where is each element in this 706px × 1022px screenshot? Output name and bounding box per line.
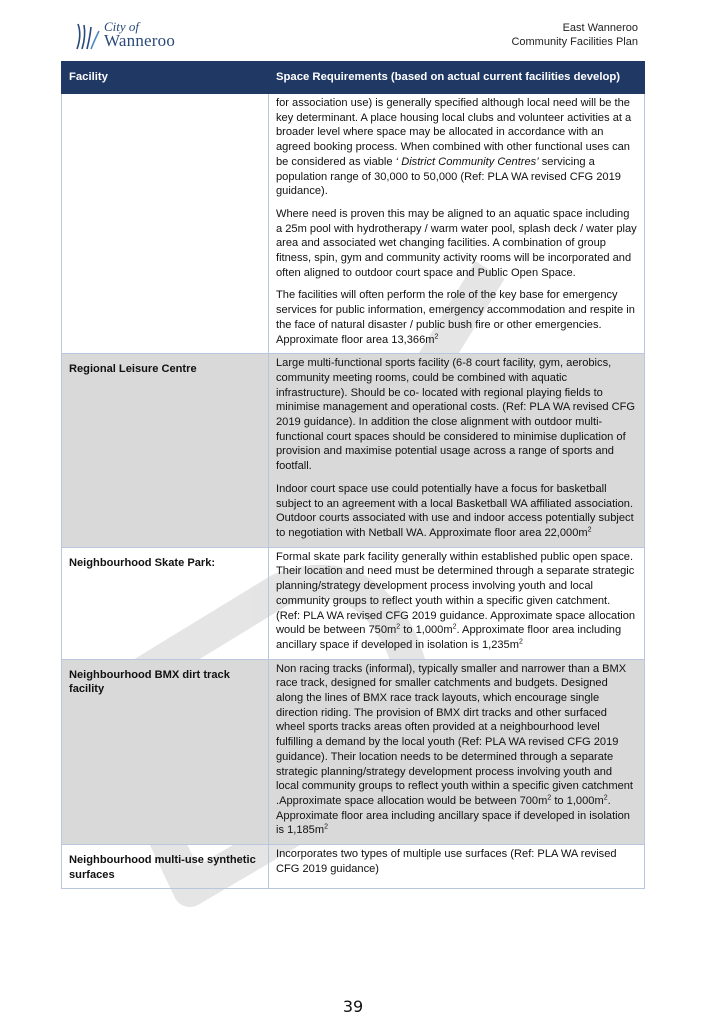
paragraph: Non racing tracks (informal), typically smaller and narrower than a BMX race track, designed for smaller catchments and budgets. Designed along the lines of BMX race track layouts, which encourage single direction riding. The provision of BMX dirt tracks and other surfaced wheel sports tracks areas often provided at a neighbourhood level fulfilling a demand by the local youth (Ref: PLA WA revised CFG 2019 guidance). Their location needs to be determined through a separate strategic planning/strategy development process involving youth and local community groups to reflect youth within a specific given catchment .Approximate space allocation would be between $700m^2$ to $1,000m^2$. Approximate floor area including ancillary space if developed in isolation is $1,185m^2$ xyxy=(276,662,634,837)
page-number: 39 xyxy=(342,997,364,1016)
space-requirements-cell xyxy=(269,94,645,354)
table-row xyxy=(62,94,645,354)
city-of-wanneroo-logo xyxy=(74,19,184,55)
paragraph: Incorporates two types of multiple use surfaces (Ref: PLA WA revised CFG 2019 guidance) xyxy=(276,848,617,875)
header-title-line2: Community Facilities Plan xyxy=(511,36,638,48)
document-header xyxy=(511,21,638,49)
header-title-line1: East Wanneroo xyxy=(562,22,638,34)
paragraph: Indoor court space use could potentially have a focus for basketball subject to an agreement with a local Basketball WA affiliated association. Outdoor courts associated with use and indoor access potentially subject to negotiation with Netball WA. Approximate floor area $22,000m^2$ xyxy=(276,482,634,539)
paragraph: Where need is proven this may be aligned to an aquatic space including a 25m pool with hydrotherapy / warm water pool, splash deck / water play area and associated wet changing facilities. A combination of group fitness, spin, gym and community activity rooms will be incorporated and often aligned to outdoor court space and Public Open Space. xyxy=(276,207,637,279)
paragraph: The facilities will often perform the role of the key base for emergency services for public information, emergency accommodation and respite in the face of natural disaster / public bush fire or other emergencies. Approximate floor area $13,366m^2$ xyxy=(276,289,635,346)
table-row xyxy=(62,845,645,889)
column-header-facility: Facility xyxy=(62,62,269,94)
table-row xyxy=(62,659,645,844)
space-requirements-cell xyxy=(269,354,645,547)
facility-cell-empty xyxy=(62,94,269,354)
logo-text-wanneroo: Wanneroo xyxy=(104,31,176,50)
space-requirements-cell xyxy=(269,547,645,659)
logo-emblem-icon xyxy=(74,21,102,51)
table-row xyxy=(62,547,645,659)
column-header-space-requirements: Space Requirements (based on actual current facilities develop) xyxy=(269,62,645,94)
facility-name: Neighbourhood BMX dirt track facility xyxy=(62,659,269,844)
table-row xyxy=(62,354,645,547)
table-header-row xyxy=(62,62,645,94)
facility-name: Regional Leisure Centre xyxy=(62,354,269,547)
facility-name: Neighbourhood multi-use synthetic surfaces xyxy=(62,845,269,889)
space-requirements-cell xyxy=(269,659,645,844)
facilities-table xyxy=(61,61,645,889)
facility-name: Neighbourhood Skate Park: xyxy=(62,547,269,659)
space-requirements-cell xyxy=(269,845,645,889)
paragraph: Large multi-functional sports facility (6-8 court facility, gym, aerobics, community meeting rooms, could be combined with aquatic infrastructure). Should be co- located with regional playing fields to minimise management and operational costs. (Ref: PLA WA revised CFG 2019 guidance). In addition the close alignment with outdoor multi-functional court spaces should be considered to minimise duplication of provision and maximise potential usage across a range of sports and footfall. xyxy=(276,357,636,473)
paragraph: for association use) is generally specified although local need will be the key determinant. A place housing local clubs and volunteer activities at a broader level where space may be allocated in accordance with an agreed booking process. When combined with other functional uses can be considered as viable ‘ District Community Centres’ servicing a population range of 30,000 to 50,000 (Ref: PLA WA revised CFG 2019 guidance). xyxy=(276,97,632,198)
paragraph: Formal skate park facility generally within established public open space. Their location and need must be determined through a separate strategic planning/strategy development process involving youth and local community groups to reflect youth within a specific given catchment. (Ref: PLA WA revised CFG 2019 guidance. Approximate space allocation would be between $750m^2$ to $1,000m^2$. Approximate floor area including ancillary space if developed in isolation is $1,235m^2$ xyxy=(276,550,636,651)
logo-text-city-of: City of xyxy=(104,19,140,34)
